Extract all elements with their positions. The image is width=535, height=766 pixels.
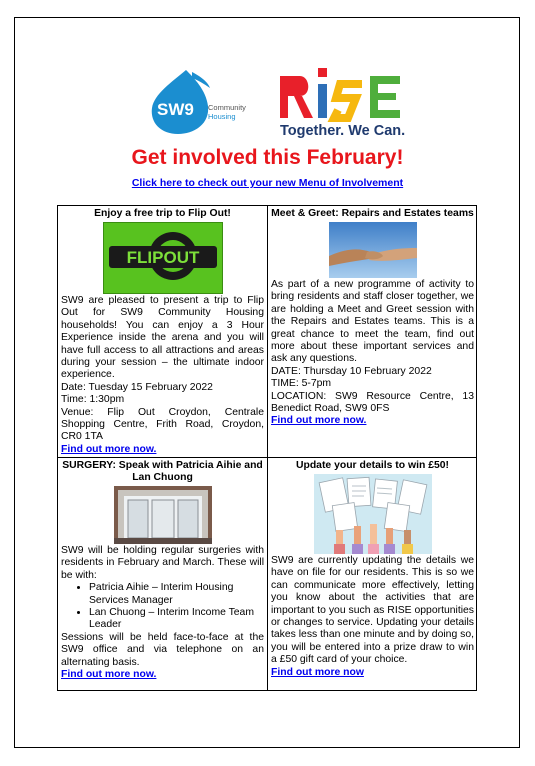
rise-tagline: Together. We Can. <box>280 123 406 139</box>
event-title: SURGERY: Speak with Patricia Aihie and Lan Chuong <box>62 460 263 483</box>
list-item: • Lan Chuong – Interim Income Team Leader <box>89 607 264 632</box>
event-card-update-details <box>268 458 477 690</box>
rise-letter-e-top <box>370 76 400 84</box>
event-title: Enjoy a free trip to Flip Out! <box>94 208 231 219</box>
menu-of-involvement-link[interactable]: Click here to check out your new Menu of Involvement <box>131 177 404 189</box>
rise-together-we-can-logo <box>278 62 418 140</box>
list-item: • Patricia Aihie – Interim Housing Services Manager <box>89 582 264 607</box>
event-date: Date: Tuesday 15 February 2022 <box>61 381 213 393</box>
event-description: SW9 will be holding regular surgeries with residents in February and March. These will be with: <box>61 545 264 581</box>
event-description: As part of a new programme of activity to bring residents and staff closer together, we are holding a Meet and Greet session with the Repairs and Estates teams. This is a great chance to meet the team, find out more about these important services and ask any questions. <box>271 279 474 365</box>
rise-letter-r-stem <box>280 76 288 118</box>
rise-letter-e-middle <box>370 93 396 100</box>
rise-letter-r-leg <box>294 96 313 118</box>
logo-row <box>0 62 535 142</box>
event-title: Meet & Greet: Repairs and Estates teams <box>271 208 474 219</box>
find-out-more-link[interactable]: Find out more now. <box>271 415 367 427</box>
events-grid <box>57 205 477 691</box>
surgery-hosts-list <box>61 582 264 632</box>
event-card-meet-and-greet <box>268 206 477 458</box>
event-description: SW9 are currently updating the details we have on file for our residents. This is so we can communicate more effectively, letting you know about the activities that are important to you such as RISE opportunities or changes to service. Updating your details takes less than one minute and by doing so, you will be entered into a prize draw to win a £50 gift card of your choice. <box>271 555 474 666</box>
flip-out-logo-image <box>103 222 223 294</box>
find-out-more-link[interactable]: Find out more now <box>271 666 364 678</box>
event-card-flip-out <box>58 206 268 458</box>
rise-letter-s <box>334 84 362 118</box>
rise-letter-e-bottom <box>370 110 400 118</box>
sw9-logo-mark: SW9 <box>157 100 194 119</box>
event-time: Time: 1:30pm <box>61 394 125 406</box>
rise-letter-i-stem <box>318 84 327 118</box>
office-entrance-image <box>114 486 212 544</box>
sw9-logo-line2: Housing <box>208 112 236 121</box>
event-date: DATE: Thursday 10 February 2022 <box>271 365 432 377</box>
flip-out-logo-text: FLIPOUT <box>126 248 199 267</box>
sw9-community-housing-logo <box>148 68 253 136</box>
event-card-surgery <box>58 458 268 690</box>
sw9-logo-line1: Community <box>208 103 246 112</box>
event-title: Update your details to win £50! <box>295 460 449 471</box>
rise-letter-i-dot <box>318 68 327 77</box>
rise-letter-r-bowl <box>288 76 308 96</box>
event-venue: Venue: Flip Out Croydon, Centrale Shopping Centre, Frith Road, Croydon, CR0 1TA <box>61 406 264 443</box>
event-time: TIME: 5-7pm <box>271 378 332 390</box>
event-description-2: Sessions will be held face-to-face at the SW9 office and via telephone on an alternating basis. <box>61 631 264 668</box>
event-venue: LOCATION: SW9 Resource Centre, 13 Benedict Road, SW9 0FS <box>271 390 474 415</box>
find-out-more-link[interactable]: Find out more now. <box>61 443 157 455</box>
find-out-more-link[interactable]: Find out more now. <box>61 669 157 681</box>
handshake-image <box>329 222 417 278</box>
page-headline: Get involved this February! <box>131 146 404 169</box>
survey-forms-image <box>314 474 432 554</box>
event-description: SW9 are pleased to present a trip to Flip Out for SW9 Community Housing households! You can enjoy a 3 Hour Experience inside the arena and you will have full access to all attractions and areas during your session – the ultimate indoor experience. <box>61 295 264 381</box>
